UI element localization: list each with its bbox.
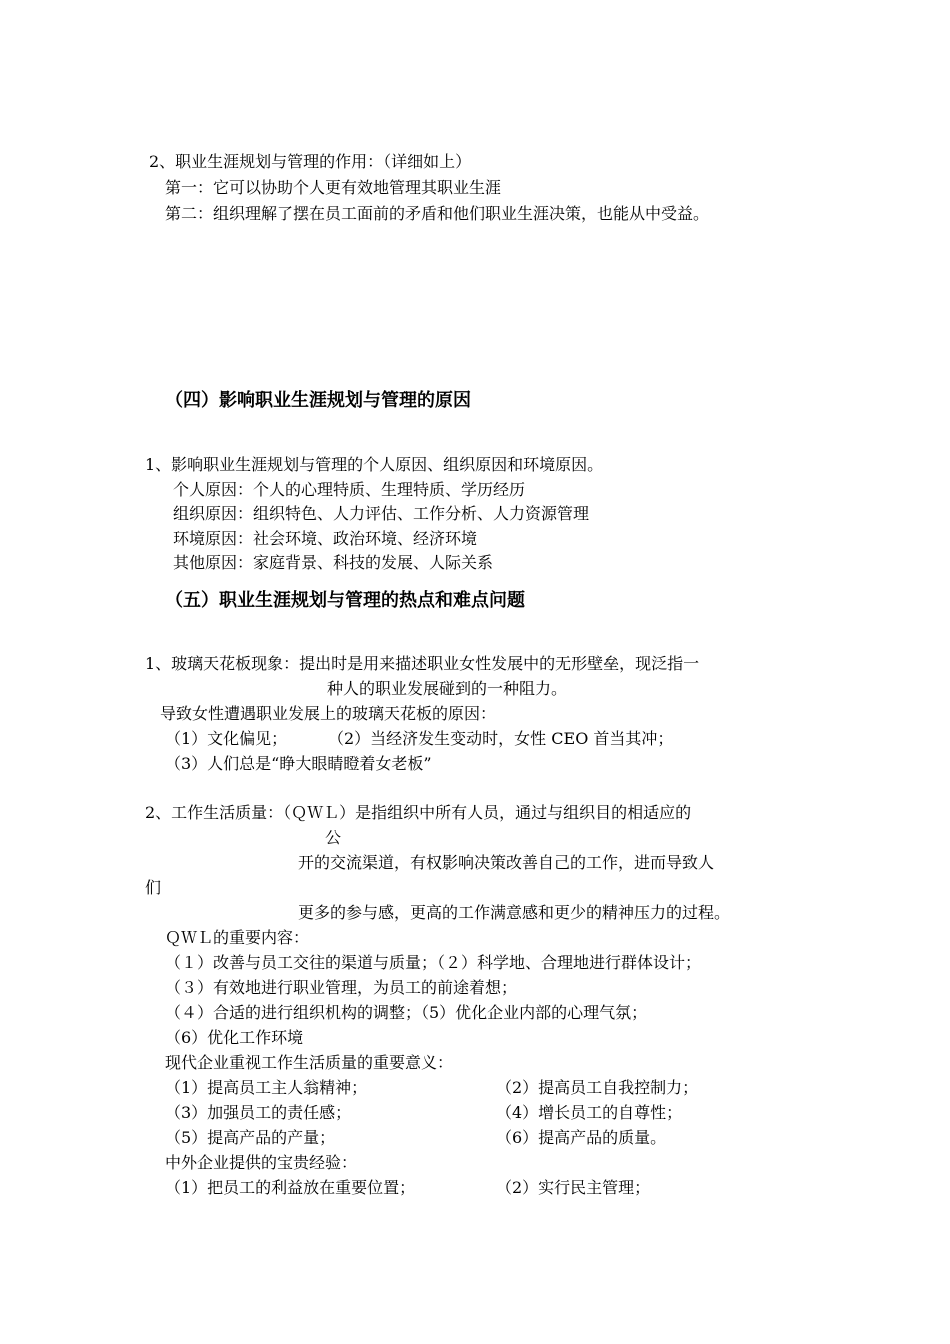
experience-2: （2）实行民主管理； bbox=[496, 1178, 651, 1197]
significance-1: （1）提高员工主人翁精神； bbox=[165, 1078, 368, 1097]
qwl-content-1: （１）改善与员工交往的渠道与质量；（２）科学地、合理地进行群体设计； bbox=[165, 953, 702, 972]
significance-3: （3）加强员工的责任感； bbox=[165, 1103, 352, 1122]
glass-ceiling-line2: 种人的职业发展碰到的一种阻力。 bbox=[327, 679, 568, 698]
significance-5: （5）提高产品的产量； bbox=[165, 1128, 336, 1147]
experience-title: 中外企业提供的宝贵经验： bbox=[165, 1153, 358, 1172]
qwl-line2-wrap: 们 bbox=[145, 878, 162, 897]
qwl-content-2: （３）有效地进行职业管理，为员工的前途着想； bbox=[165, 978, 518, 997]
item2-first: 第一：它可以协助个人更有效地管理其职业生涯 bbox=[165, 178, 502, 197]
qwl-line3: 更多的参与感，更高的工作满意感和更少的精神压力的过程。 bbox=[298, 903, 731, 922]
item2-second: 第二：组织理解了摆在员工面前的矛盾和他们职业生涯决策，也能从中受益。 bbox=[165, 204, 710, 223]
organization-reason: 组织原因：组织特色、人力评估、工作分析、人力资源管理 bbox=[173, 504, 590, 523]
qwl-content-4: （6）优化工作环境 bbox=[165, 1028, 304, 1047]
section4-heading: （四）影响职业生涯规划与管理的原因 bbox=[165, 390, 471, 411]
qwl-content-3: （４）合适的进行组织机构的调整；（5）优化企业内部的心理气氛； bbox=[165, 1003, 648, 1022]
qwl-content-title: ＱＷＬ的重要内容： bbox=[165, 928, 310, 947]
section4-item1: 1、影响职业生涯规划与管理的个人原因、组织原因和环境原因。 bbox=[145, 455, 604, 474]
environment-reason: 环境原因：社会环境、政治环境、经济环境 bbox=[173, 529, 478, 548]
reason-1: （1）文化偏见； bbox=[165, 729, 288, 748]
section5-heading: （五）职业生涯规划与管理的热点和难点问题 bbox=[165, 590, 525, 611]
qwl-line2: 开的交流渠道，有权影响决策改善自己的工作，进而导致人 bbox=[298, 853, 715, 872]
glass-ceiling-line1: 1、玻璃天花板现象：提出时是用来描述职业女性发展中的无形壁垒，现泛指一 bbox=[145, 654, 700, 673]
significance-4: （4）增长员工的自尊性； bbox=[496, 1103, 683, 1122]
qwl-line1: 2、工作生活质量：（ＱＷＬ）是指组织中所有人员，通过与组织目的相适应的 bbox=[145, 803, 692, 822]
personal-reason: 个人原因：个人的心理特质、生理特质、学历经历 bbox=[173, 480, 526, 499]
significance-title: 现代企业重视工作生活质量的重要意义： bbox=[165, 1053, 454, 1072]
reason-3: （3）人们总是“睁大眼睛瞪着女老板” bbox=[165, 754, 432, 773]
significance-6: （6）提高产品的质量。 bbox=[496, 1128, 667, 1147]
experience-1: （1）把员工的利益放在重要位置； bbox=[165, 1178, 416, 1197]
qwl-line1-wrap: 公 bbox=[325, 828, 342, 847]
item2-title: 2、职业生涯规划与管理的作用：（详细如上） bbox=[149, 152, 472, 171]
reason-2: （2）当经济发生变动时，女性 CEO 首当其冲； bbox=[328, 729, 674, 748]
glass-reasons-title: 导致女性遭遇职业发展上的玻璃天花板的原因： bbox=[160, 704, 497, 723]
other-reason: 其他原因：家庭背景、科技的发展、人际关系 bbox=[173, 553, 494, 572]
significance-2: （2）提高员工自我控制力； bbox=[496, 1078, 699, 1097]
